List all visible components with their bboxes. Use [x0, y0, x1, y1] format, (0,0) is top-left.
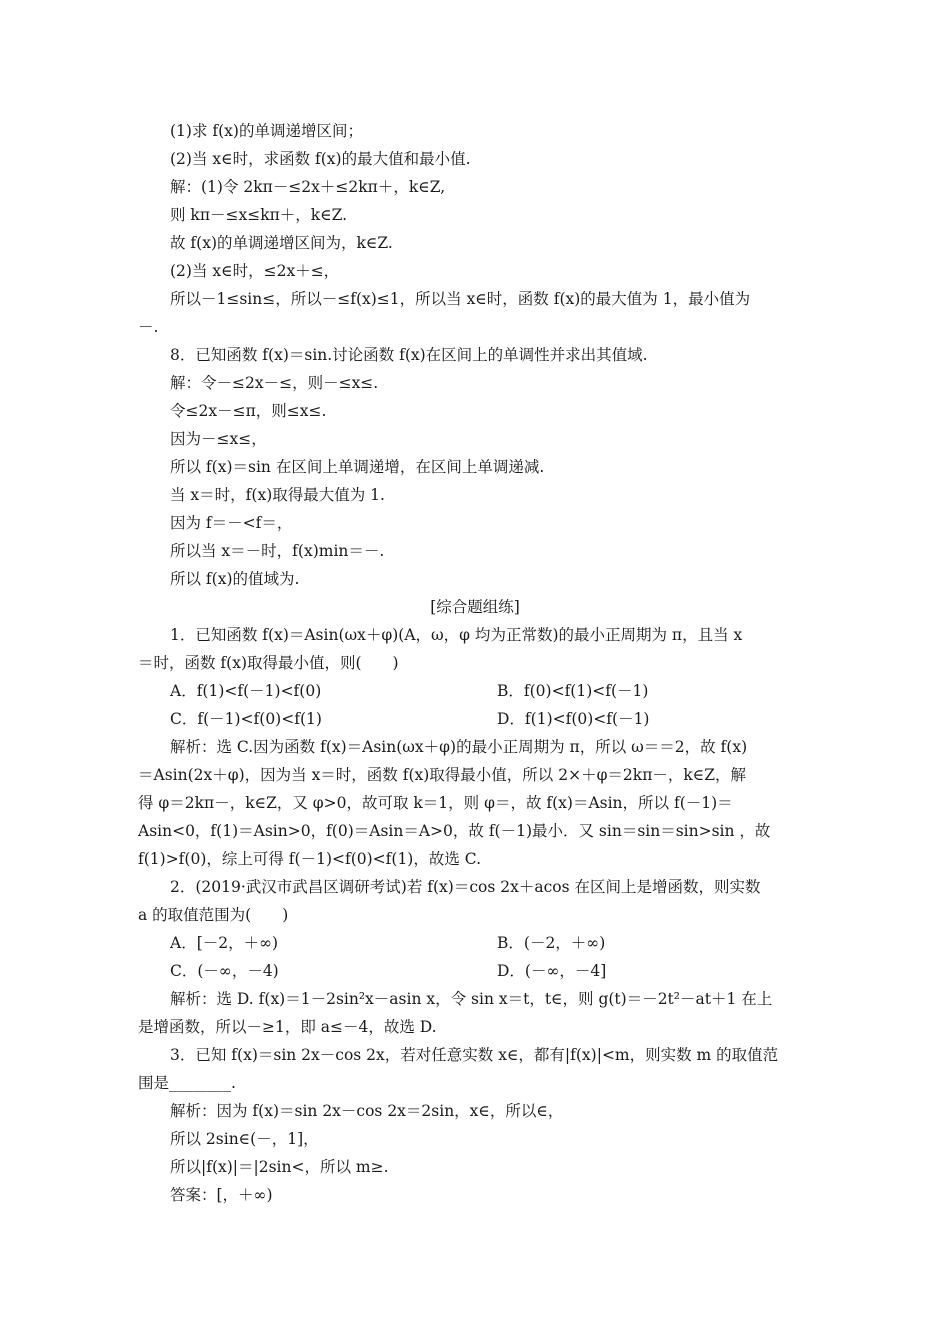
option-d: D．f(1)<f(0)<f(－1) — [497, 710, 650, 728]
text-line: 令≤2x－≤π，则≤x≤. — [170, 402, 327, 420]
text-line: 当 x＝时，f(x)取得最大值为 1. — [170, 486, 385, 504]
text-line: 故 f(x)的单调递增区间为，k∈Z. — [170, 234, 393, 252]
text-line: ＝时，函数 f(x)取得最小值，则( ) — [138, 654, 399, 672]
question-1: 1．已知函数 f(x)＝Asin(ωx＋φ)(A，ω，φ 均为正常数)的最小正周期为 π，且当 x — [170, 626, 743, 644]
option-c: C．f(－1)<f(0)<f(1) — [170, 710, 322, 728]
text-line: ＝Asin(2x＋φ)，因为当 x＝时，函数 f(x)取得最小值，所以 2×＋φ＝2kπ－，k∈Z，解 — [138, 766, 747, 784]
option-a: A．[－2，＋∞) — [170, 934, 279, 952]
text-line: (2)当 x∈时，求函数 f(x)的最大值和最小值. — [170, 150, 471, 168]
text-line: 所以|f(x)|＝|2sin<，所以 m≥. — [170, 1158, 389, 1176]
question-3: 3．已知 f(x)＝sin 2x－cos 2x，若对任意实数 x∈，都有|f(x)|<m，则实数 m 的取值范 — [170, 1046, 779, 1064]
text-line: (1)求 f(x)的单调递增区间； — [170, 122, 363, 140]
option-b: B．(－2，＋∞) — [497, 934, 606, 952]
question-2: 2．(2019·武汉市武昌区调研考试)若 f(x)＝cos 2x＋acos 在区间上是增函数，则实数 — [170, 878, 761, 896]
text-line: 所以 f(x)＝sin 在区间上单调递增，在区间上单调递减. — [170, 458, 545, 476]
text-line: Asin<0，f(1)＝Asin>0，f(0)＝Asin＝A>0，故 f(－1)最小．又 sin＝sin＝sin>sin ，故 — [138, 822, 771, 840]
answer-line: 答案：[，＋∞) — [170, 1186, 273, 1204]
text-line: 所以－1≤sin≤，所以－≤f(x)≤1，所以当 x∈时，函数 f(x)的最大值为 1，最小值为 — [170, 290, 751, 308]
option-b: B．f(0)<f(1)<f(－1) — [497, 682, 649, 700]
text-line: 因为 f＝－<f＝， — [170, 514, 293, 532]
text-line: a 的取值范围为( ) — [138, 906, 289, 924]
text-line: 围是________. — [138, 1074, 236, 1092]
text-line: 解析：因为 f(x)＝sin 2x－cos 2x＝2sin，x∈，所以∈， — [170, 1102, 564, 1120]
option-c: C．(－∞，－4) — [170, 962, 279, 980]
section-heading: [综合题组练] — [430, 598, 520, 616]
question-8: 8．已知函数 f(x)＝sin.讨论函数 f(x)在区间上的单调性并求出其值域. — [170, 346, 648, 364]
text-line: 得 φ＝2kπ－，k∈Z，又 φ>0，故可取 k＝1，则 φ＝，故 f(x)＝Asin，所以 f(－1)＝ — [138, 794, 733, 812]
text-line: 因为－≤x≤， — [170, 430, 267, 448]
text-line: 所以 f(x)的值域为. — [170, 570, 300, 588]
text-line: 是增函数，所以－≥1，即 a≤－4，故选 D. — [138, 1018, 437, 1036]
text-line: 解：令－≤2x－≤，则－≤x≤. — [170, 374, 379, 392]
text-line: 所以当 x＝－时，f(x)min＝－. — [170, 542, 385, 560]
text-line: 所以 2sin∈(－，1]， — [170, 1130, 319, 1148]
text-line: 解：(1)令 2kπ－≤2x＋≤2kπ＋，k∈Z, — [170, 178, 446, 196]
text-line: 则 kπ－≤x≤kπ＋，k∈Z. — [170, 206, 348, 224]
option-a: A．f(1)<f(－1)<f(0) — [170, 682, 322, 700]
text-line: －. — [138, 318, 159, 336]
text-line: 解析：选 D. f(x)＝1－2sin²x－asin x，令 sin x＝t，t∈，则 g(t)＝－2t²－at＋1 在上 — [170, 990, 773, 1008]
text-line: (2)当 x∈时，≤2x＋≤， — [170, 262, 340, 280]
text-line: f(1)>f(0)，综上可得 f(－1)<f(0)<f(1)，故选 C. — [138, 850, 482, 868]
option-d: D．(－∞，－4] — [497, 962, 607, 980]
text-line: 解析：选 C.因为函数 f(x)＝Asin(ωx＋φ)的最小正周期为 π，所以 ω＝＝2，故 f(x) — [170, 738, 748, 756]
